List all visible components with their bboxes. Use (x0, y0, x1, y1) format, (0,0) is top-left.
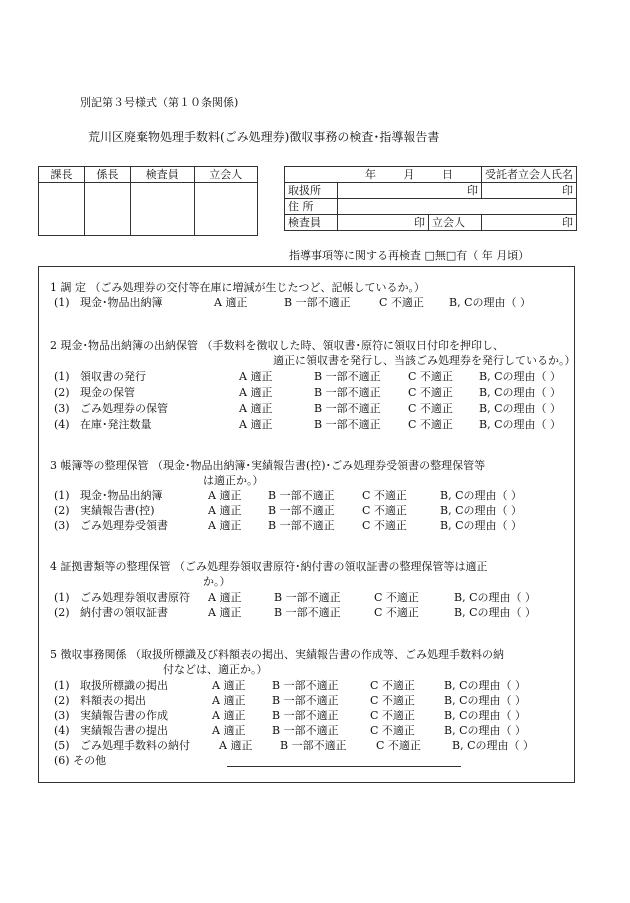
month-label: 月 (403, 168, 415, 181)
reason-field[interactable]: B, Cの理由（ ） (479, 418, 561, 431)
option-a[interactable]: A 適正 (239, 418, 273, 431)
option-a[interactable]: A 適正 (208, 606, 242, 619)
option-a[interactable]: A 適正 (212, 709, 246, 722)
option-b[interactable]: B 一部不適正 (268, 504, 335, 517)
reason-field[interactable]: B, Cの理由（ ） (454, 591, 536, 604)
option-c[interactable]: C 不適正 (370, 724, 415, 737)
day-label: 日 (442, 168, 453, 181)
page-title: 荒川区廃棄物処理手数料(ごみ処理券)徴収事務の検査･指導報告書 (88, 130, 440, 144)
option-c[interactable]: C 不適正 (362, 504, 407, 517)
section-5-title: 5 徴収事務関係 （取扱所標識及び料額表の掲出、実績報告書の作成等、ごみ処理手数料の納 (50, 648, 504, 661)
option-c[interactable]: C 不適正 (370, 679, 415, 692)
option-c[interactable]: C 不適正 (408, 370, 453, 383)
reason-field[interactable]: B, Cの理由（ ） (444, 724, 526, 737)
other-input-line[interactable] (227, 766, 461, 767)
section-4-title: 4 証拠書類等の整理保管 （ごみ処理券領収書原符･納付書の領収証書の整理保管等は適正 (50, 560, 488, 573)
inspector-seal[interactable]: 印 (337, 215, 428, 231)
section-2-item-2: (2) 現金の保管 A 適正 B 一部不適正 C 不適正 B, Cの理由（ ） (54, 386, 561, 399)
section-3-item-2: (2) 実績報告書(控) A 適正 B 一部不適正 C 不適正 B, Cの理由（ ） (54, 504, 522, 517)
office-label: 取扱所 (285, 183, 338, 199)
section-5-item-4: (4) 実績報告書の提出 A 適正 B 一部不適正 C 不適正 B, Cの理由（ ） (54, 724, 526, 737)
section-3-title: 3 帳簿等の整理保管 （現金･物品出納簿･実績報告書(控)･ごみ処理券受領書の整理保管等 (50, 459, 486, 472)
section-2-item-3: (3) ごみ処理券の保管 A 適正 B 一部不適正 C 不適正 B, Cの理由（ ） (54, 402, 561, 415)
reason-field[interactable]: B, Cの理由（ ） (440, 489, 522, 502)
date-cell[interactable] (285, 167, 482, 183)
address-label: 住 所 (285, 199, 338, 215)
year-label: 年 (365, 168, 376, 181)
option-a[interactable]: A 適正 (208, 519, 242, 532)
option-b[interactable]: B 一部不適正 (272, 694, 339, 707)
option-b[interactable]: B 一部不適正 (268, 489, 335, 502)
witness-seal[interactable]: 印 (482, 183, 577, 199)
section-3-title-cont: は適正か。） (203, 474, 264, 487)
reason-field[interactable]: B, Cの理由（ ） (440, 519, 522, 532)
witness-name-label: 受託者立会人氏名 (482, 167, 577, 183)
section-1-item-1: (1) 現金･物品出納簿 A 適正 B 一部不適正 C 不適正 B, Cの理由（ ） (54, 296, 531, 309)
section-3-item-3: (3) ごみ処理券受領書 A 適正 B 一部不適正 C 不適正 B, Cの理由（ ） (54, 519, 522, 532)
section-4-title-cont: か。） (203, 575, 231, 588)
witness-short-label: 立会人 (429, 215, 482, 231)
option-b[interactable]: B 一部不適正 (274, 606, 341, 619)
office-seal[interactable]: 印 (337, 183, 481, 199)
reason-field[interactable]: B, Cの理由（ ） (452, 739, 534, 752)
reason-field[interactable]: B, Cの理由（ ） (440, 504, 522, 517)
section-1-title: 1 調 定 （ごみ処理券の交付等在庫に増減が生じたつど、記帳しているか。） (50, 281, 425, 294)
section-5-title-cont: 付などは、適正か。） (163, 663, 268, 676)
section-2-item-4: (4) 在庫･発注数量 A 適正 B 一部不適正 C 不適正 B, Cの理由（ ） (54, 418, 561, 431)
section-3-item-1: (1) 現金･物品出納簿 A 適正 B 一部不適正 C 不適正 B, Cの理由（ ） (54, 489, 522, 502)
option-b[interactable]: B 一部不適正 (314, 386, 381, 399)
option-b[interactable]: B 一部不適正 (314, 370, 381, 383)
option-b[interactable]: B 一部不適正 (280, 739, 347, 752)
option-c[interactable]: C 不適正 (376, 739, 421, 752)
section-2-item-1: (1) 領収書の発行 A 適正 B 一部不適正 C 不適正 B, Cの理由（ ） (54, 370, 561, 383)
option-c[interactable]: C 不適正 (374, 606, 419, 619)
section-4-item-2: (2) 納付書の領収証書 A 適正 B 一部不適正 C 不適正 B, Cの理由（ ） (54, 606, 536, 619)
option-c[interactable]: C 不適正 (370, 709, 415, 722)
option-b[interactable]: B 一部不適正 (272, 679, 339, 692)
option-a[interactable]: A 適正 (208, 591, 242, 604)
section-2-title: 2 現金･物品出納簿の出納保管 （手数料を徴収した時、領収書･原符に領収日付印を押印し、 (50, 339, 504, 352)
option-b[interactable]: B 一部不適正 (268, 519, 335, 532)
option-b[interactable]: B 一部不適正 (314, 402, 381, 415)
approval-table (38, 166, 258, 236)
reason-field[interactable]: B, Cの理由（ ） (479, 370, 561, 383)
approval-label-kacho: 課長 (39, 167, 85, 183)
approval-stamp-box[interactable] (39, 183, 85, 236)
reason-field[interactable]: B, Cの理由（ ） (454, 606, 536, 619)
option-a[interactable]: A 適正 (212, 724, 246, 737)
option-a[interactable]: A 適正 (212, 679, 246, 692)
option-a[interactable]: A 適正 (239, 370, 273, 383)
option-b[interactable]: B 一部不適正 (284, 296, 351, 309)
option-c[interactable]: C 不適正 (362, 519, 407, 532)
option-c[interactable]: C 不適正 (379, 296, 424, 309)
witness-short-seal[interactable]: 印 (482, 215, 577, 231)
option-c[interactable]: C 不適正 (408, 402, 453, 415)
section-5-item-3: (3) 実績報告書の作成 A 適正 B 一部不適正 C 不適正 B, Cの理由（ ） (54, 709, 526, 722)
section-4-item-1: (1) ごみ処理券領収書原符 A 適正 B 一部不適正 C 不適正 B, Cの理由（ ） (54, 591, 536, 604)
option-a[interactable]: A 適正 (208, 489, 242, 502)
reinspection-note: 指導事項等に関する再検査 □無□有（ 年 月頃） (289, 249, 530, 262)
address-field[interactable] (337, 199, 576, 215)
info-table (284, 166, 577, 231)
approval-label-kakaricho: 係長 (85, 167, 131, 183)
reason-field[interactable]: B, Cの理由（ ） (479, 386, 561, 399)
approval-stamp-box[interactable] (131, 183, 194, 236)
reason-field[interactable]: B, Cの理由（ ） (444, 679, 526, 692)
option-a[interactable]: A 適正 (212, 694, 246, 707)
inspector-label: 検査員 (285, 215, 338, 231)
option-b[interactable]: B 一部不適正 (274, 591, 341, 604)
section-5-item-1: (1) 取扱所標識の掲出 A 適正 B 一部不適正 C 不適正 B, Cの理由（ ） (54, 679, 526, 692)
option-a[interactable]: A 適正 (214, 296, 248, 309)
option-a[interactable]: A 適正 (208, 504, 242, 517)
option-a[interactable]: A 適正 (239, 402, 273, 415)
approval-label-inspector: 検査員 (131, 167, 194, 183)
option-c[interactable]: C 不適正 (374, 591, 419, 604)
option-c[interactable]: C 不適正 (408, 418, 453, 431)
option-b[interactable]: B 一部不適正 (272, 709, 339, 722)
option-a[interactable]: A 適正 (239, 386, 273, 399)
option-c[interactable]: C 不適正 (408, 386, 453, 399)
reason-field[interactable]: B, Cの理由（ ） (479, 402, 561, 415)
form-number: 別記第３号様式（第１０条関係) (80, 96, 239, 109)
section-2-title-cont: 適正に領収書を発行し、当該ごみ処理券を発行しているか。） (273, 354, 576, 367)
approval-label-witness: 立会人 (194, 167, 258, 183)
reason-field[interactable]: B, Cの理由（ ） (444, 694, 526, 707)
reason-field[interactable]: B, Cの理由（ ） (444, 709, 526, 722)
option-c[interactable]: C 不適正 (362, 489, 407, 502)
approval-stamp-box[interactable] (85, 183, 131, 236)
option-a[interactable]: A 適正 (219, 739, 253, 752)
option-c[interactable]: C 不適正 (370, 694, 415, 707)
option-b[interactable]: B 一部不適正 (272, 724, 339, 737)
option-b[interactable]: B 一部不適正 (314, 418, 381, 431)
reason-field[interactable]: B, Cの理由（ ） (449, 296, 531, 309)
section-5-item-2: (2) 料額表の掲出 A 適正 B 一部不適正 C 不適正 B, Cの理由（ ） (54, 694, 526, 707)
section-5-item-5: (5) ごみ処理手数料の納付 A 適正 B 一部不適正 C 不適正 B, Cの理由（ ） (54, 739, 534, 752)
approval-stamp-box[interactable] (194, 183, 258, 236)
section-5-other: (6) その他 (54, 754, 107, 767)
